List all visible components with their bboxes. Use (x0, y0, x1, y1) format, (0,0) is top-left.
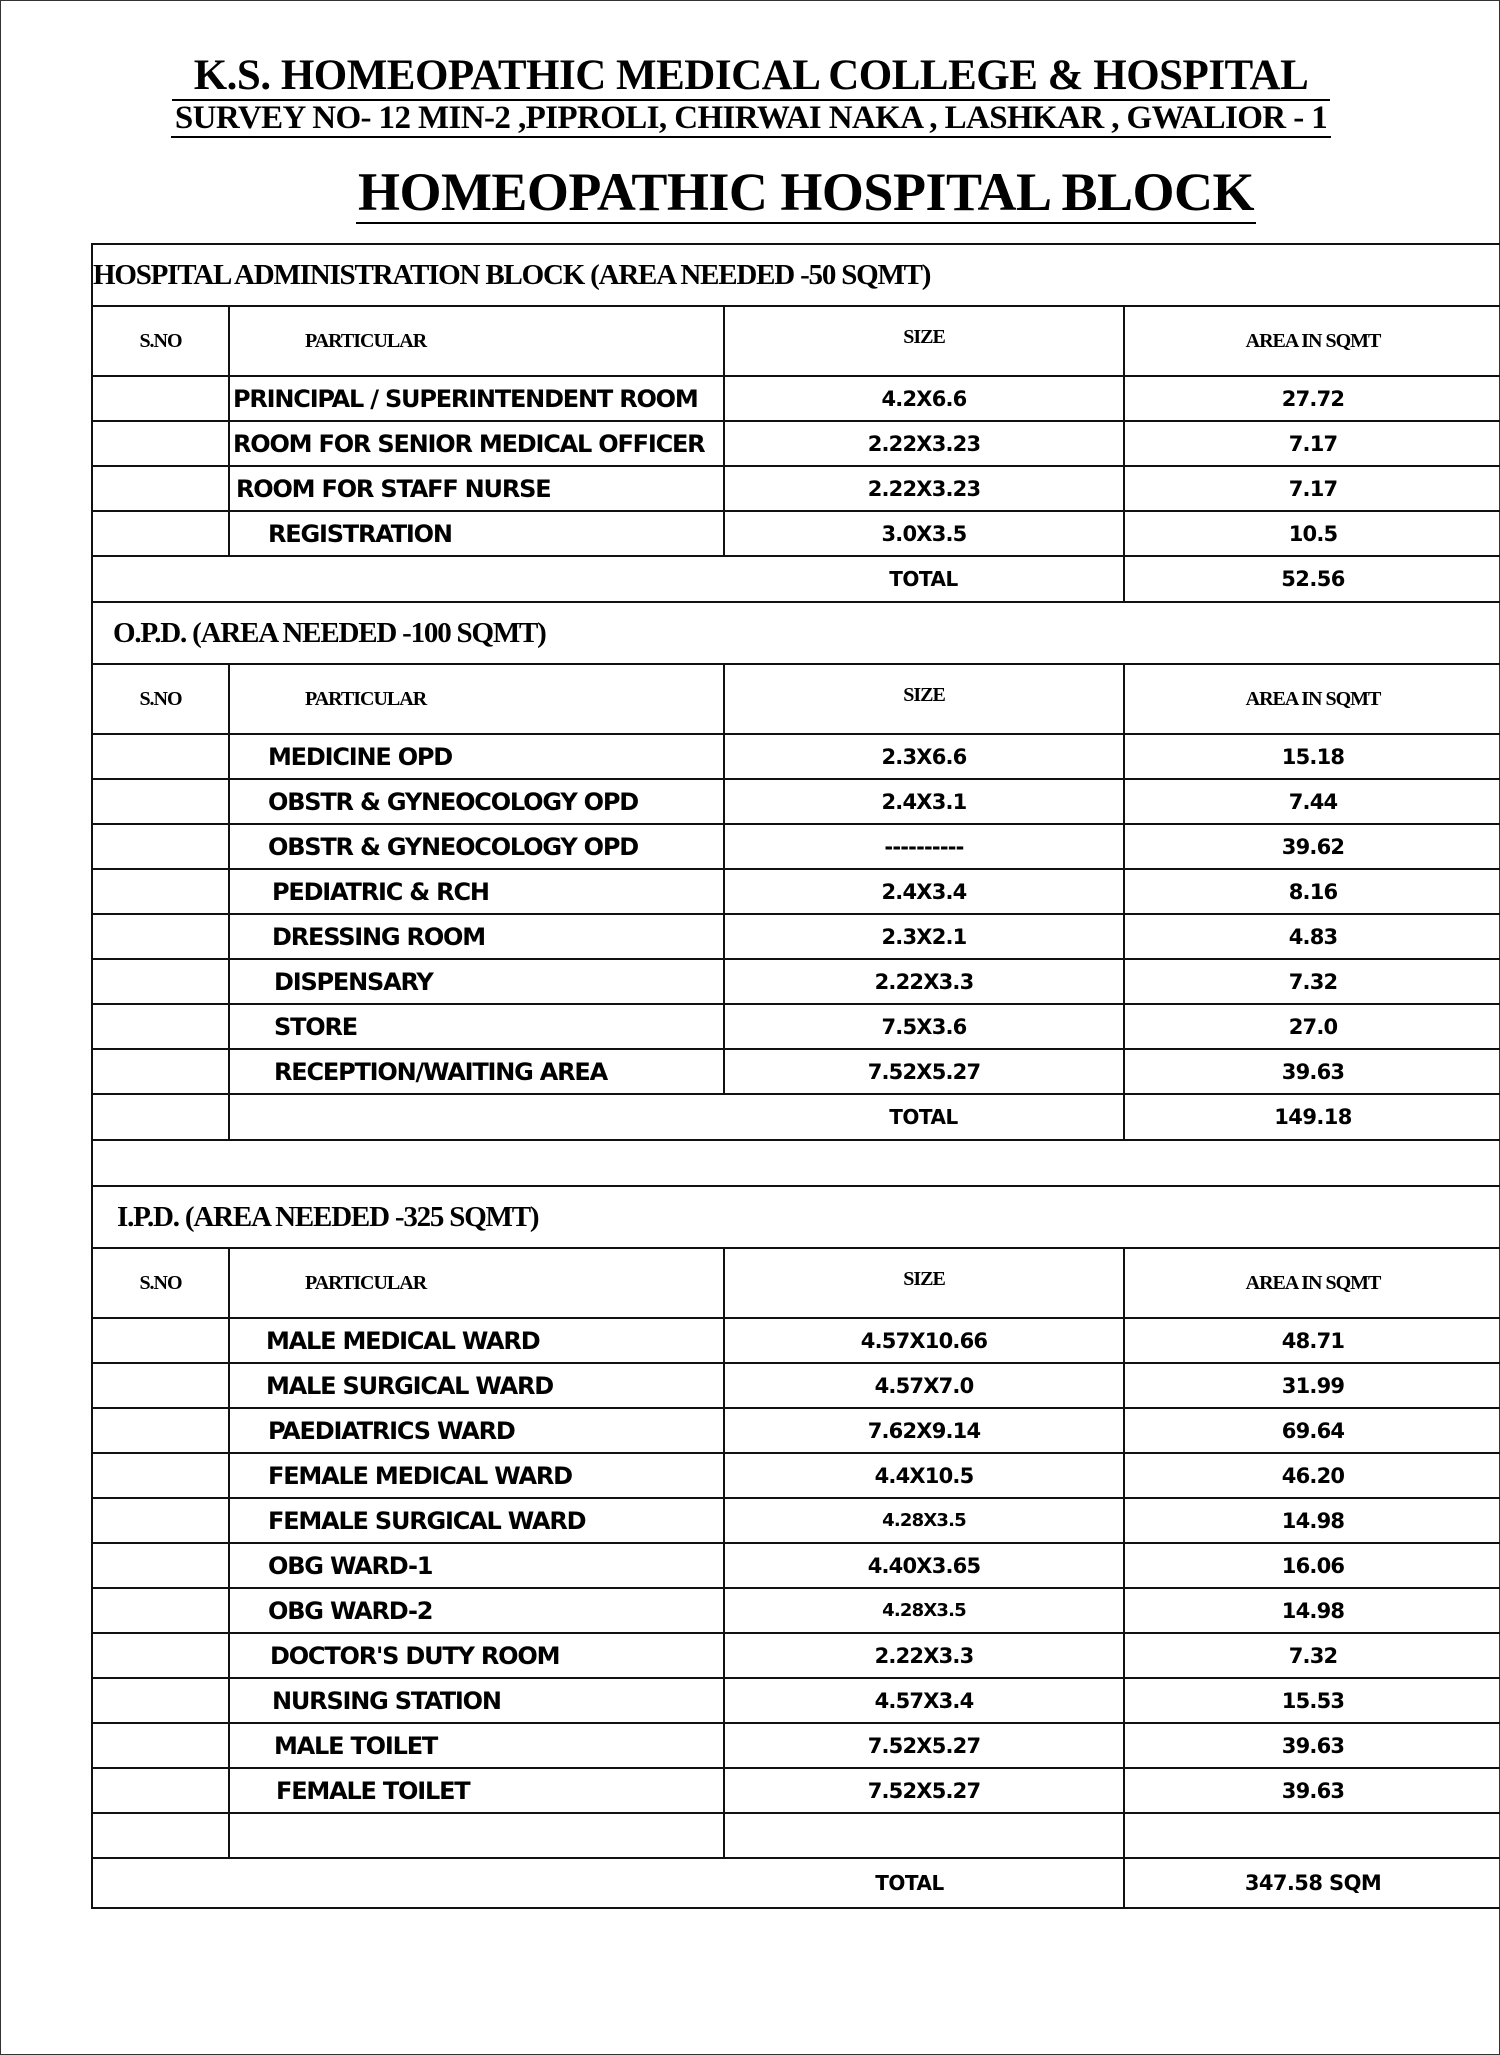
column-header-particular: PARTICULAR (229, 1248, 724, 1318)
cell-sno (92, 734, 229, 779)
section-title-row (92, 244, 1500, 306)
cell-area: 7.17 (1124, 466, 1500, 511)
cell-sno (92, 959, 229, 1004)
section-title-opd: O.P.D. (AREA NEEDED -100 SQMT) (92, 602, 1500, 664)
cell-size: 4.40X3.65 (724, 1543, 1124, 1588)
cell-size: 4.57X7.0 (724, 1363, 1124, 1408)
cell-particular: MALE MEDICAL WARD (229, 1318, 724, 1363)
cell-area: 48.71 (1124, 1318, 1500, 1363)
cell-area: 39.62 (1124, 824, 1500, 869)
column-header-particular: PARTICULAR (229, 664, 724, 734)
cell-particular: PRINCIPAL / SUPERINTENDENT ROOM (229, 376, 724, 421)
cell-area: 15.18 (1124, 734, 1500, 779)
cell-area: 15.53 (1124, 1678, 1500, 1723)
cell-particular: MALE SURGICAL WARD (229, 1363, 724, 1408)
total-value: 347.58 SQM (1124, 1858, 1500, 1908)
cell-sno (92, 1768, 229, 1813)
cell-size: 2.22X3.23 (724, 466, 1124, 511)
cell-area: 46.20 (1124, 1453, 1500, 1498)
table-row (92, 1363, 1500, 1408)
column-header-size: SIZE (724, 664, 1124, 734)
cell-size: 2.22X3.3 (724, 959, 1124, 1004)
cell-area: 7.32 (1124, 1633, 1500, 1678)
column-header-area: AREA IN SQMT (1124, 1248, 1500, 1318)
table-row (92, 1588, 1500, 1633)
total-label: TOTAL (724, 556, 1124, 602)
cell-particular: PEDIATRIC & RCH (229, 869, 724, 914)
cell-particular: OBSTR & GYNEOCOLOGY OPD (229, 779, 724, 824)
table-row (92, 734, 1500, 779)
cell-area: 10.5 (1124, 511, 1500, 556)
table-row (92, 1543, 1500, 1588)
table-row (92, 779, 1500, 824)
cell-particular: FEMALE SURGICAL WARD (229, 1498, 724, 1543)
cell-size: 4.57X3.4 (724, 1678, 1124, 1723)
cell-sno (92, 1723, 229, 1768)
cell-sno (92, 779, 229, 824)
cell-area: 27.0 (1124, 1004, 1500, 1049)
total-row (92, 1094, 1500, 1140)
empty-row (92, 1813, 1500, 1858)
total-spacer (229, 1094, 724, 1140)
cell-area: 14.98 (1124, 1588, 1500, 1633)
column-header-sno: S.NO (92, 1248, 229, 1318)
column-header-row (92, 664, 1500, 734)
cell-area: 8.16 (1124, 869, 1500, 914)
cell-area: 27.72 (1124, 376, 1500, 421)
cell-area: 39.63 (1124, 1723, 1500, 1768)
total-sno-spacer (92, 1094, 229, 1140)
institution-name: K.S. HOMEOPATHIC MEDICAL COLLEGE & HOSPITAL (1, 51, 1500, 100)
cell-size: 2.4X3.4 (724, 869, 1124, 914)
cell-sno (92, 1049, 229, 1094)
table-row (92, 1723, 1500, 1768)
cell-particular (229, 1813, 724, 1858)
cell-size: 2.22X3.23 (724, 421, 1124, 466)
cell-area: 7.17 (1124, 421, 1500, 466)
column-header-row (92, 306, 1500, 376)
section-title-row (92, 1186, 1500, 1248)
cell-particular: ROOM FOR SENIOR MEDICAL OFFICER (229, 421, 724, 466)
table-row (92, 869, 1500, 914)
cell-sno (92, 1588, 229, 1633)
cell-size: 4.57X10.66 (724, 1318, 1124, 1363)
total-row (92, 556, 1500, 602)
cell-sno (92, 824, 229, 869)
cell-sno (92, 421, 229, 466)
cell-area (1124, 1813, 1500, 1858)
cell-sno (92, 1004, 229, 1049)
cell-area: 39.63 (1124, 1049, 1500, 1094)
blank-separator-row (92, 1140, 1500, 1186)
cell-size: 4.28X3.5 (724, 1588, 1124, 1633)
blank-separator (92, 1140, 1500, 1186)
cell-particular: FEMALE MEDICAL WARD (229, 1453, 724, 1498)
column-header-row (92, 1248, 1500, 1318)
cell-particular: DRESSING ROOM (229, 914, 724, 959)
table-row (92, 959, 1500, 1004)
table-row (92, 1318, 1500, 1363)
table-row (92, 376, 1500, 421)
cell-sno (92, 914, 229, 959)
table-row (92, 1498, 1500, 1543)
total-label: TOTAL (724, 1094, 1124, 1140)
table-row (92, 1453, 1500, 1498)
column-header-particular: PARTICULAR (229, 306, 724, 376)
table-row (92, 1004, 1500, 1049)
cell-particular: OBG WARD-1 (229, 1543, 724, 1588)
cell-particular: PAEDIATRICS WARD (229, 1408, 724, 1453)
table-row (92, 511, 1500, 556)
table-row (92, 1408, 1500, 1453)
cell-sno (92, 376, 229, 421)
cell-particular: RECEPTION/WAITING AREA (229, 1049, 724, 1094)
document-title: HOMEOPATHIC HOSPITAL BLOCK (357, 162, 1255, 222)
cell-area: 16.06 (1124, 1543, 1500, 1588)
cell-sno (92, 1498, 229, 1543)
column-header-size: SIZE (724, 306, 1124, 376)
cell-size: 2.3X2.1 (724, 914, 1124, 959)
section-title-administration: HOSPITAL ADMINISTRATION BLOCK (AREA NEEDED -50 SQMT) (92, 244, 1500, 306)
cell-size: 4.28X3.5 (724, 1498, 1124, 1543)
cell-sno (92, 1543, 229, 1588)
cell-size: ---------- (724, 824, 1124, 869)
cell-particular: FEMALE TOILET (229, 1768, 724, 1813)
cell-particular: OBG WARD-2 (229, 1588, 724, 1633)
cell-size: 4.2X6.6 (724, 376, 1124, 421)
cell-area: 31.99 (1124, 1363, 1500, 1408)
cell-sno (92, 1633, 229, 1678)
total-spacer (92, 556, 724, 602)
cell-size: 7.52X5.27 (724, 1723, 1124, 1768)
cell-area: 39.63 (1124, 1768, 1500, 1813)
section-title-row (92, 602, 1500, 664)
column-header-area: AREA IN SQMT (1124, 664, 1500, 734)
column-header-sno: S.NO (92, 664, 229, 734)
cell-area: 7.44 (1124, 779, 1500, 824)
cell-sno (92, 1318, 229, 1363)
table-row (92, 1633, 1500, 1678)
total-label: TOTAL (724, 1858, 1124, 1908)
cell-particular: DISPENSARY (229, 959, 724, 1004)
cell-size (724, 1813, 1124, 1858)
area-schedule-table (91, 243, 1500, 1909)
total-value: 52.56 (1124, 556, 1500, 602)
section-title-ipd: I.P.D. (AREA NEEDED -325 SQMT) (92, 1186, 1500, 1248)
cell-size: 4.4X10.5 (724, 1453, 1124, 1498)
cell-size: 2.3X6.6 (724, 734, 1124, 779)
table-row (92, 914, 1500, 959)
total-row (92, 1858, 1500, 1908)
table-row (92, 824, 1500, 869)
cell-area: 14.98 (1124, 1498, 1500, 1543)
cell-area: 7.32 (1124, 959, 1500, 1004)
cell-sno (92, 1678, 229, 1723)
table-row (92, 1768, 1500, 1813)
table-row (92, 1049, 1500, 1094)
table-row (92, 1678, 1500, 1723)
cell-particular: MEDICINE OPD (229, 734, 724, 779)
cell-particular: DOCTOR'S DUTY ROOM (229, 1633, 724, 1678)
institution-address: SURVEY NO- 12 MIN-2 ,PIPROLI, CHIRWAI NAKA , LASHKAR , GWALIOR - 1 (1, 100, 1500, 137)
cell-sno (92, 1813, 229, 1858)
cell-size: 7.52X5.27 (724, 1768, 1124, 1813)
cell-particular: REGISTRATION (229, 511, 724, 556)
total-value: 149.18 (1124, 1094, 1500, 1140)
cell-sno (92, 1408, 229, 1453)
cell-size: 7.62X9.14 (724, 1408, 1124, 1453)
cell-particular: MALE TOILET (229, 1723, 724, 1768)
column-header-area: AREA IN SQMT (1124, 306, 1500, 376)
table-row (92, 421, 1500, 466)
column-header-size: SIZE (724, 1248, 1124, 1318)
cell-sno (92, 511, 229, 556)
column-header-sno: S.NO (92, 306, 229, 376)
cell-sno (92, 1363, 229, 1408)
cell-sno (92, 1453, 229, 1498)
total-spacer (92, 1858, 724, 1908)
cell-size: 3.0X3.5 (724, 511, 1124, 556)
cell-size: 2.4X3.1 (724, 779, 1124, 824)
cell-particular: OBSTR & GYNEOCOLOGY OPD (229, 824, 724, 869)
cell-sno (92, 466, 229, 511)
cell-area: 69.64 (1124, 1408, 1500, 1453)
table-row (92, 466, 1500, 511)
cell-particular: ROOM FOR STAFF NURSE (229, 466, 724, 511)
cell-size: 2.22X3.3 (724, 1633, 1124, 1678)
cell-particular: STORE (229, 1004, 724, 1049)
cell-particular: NURSING STATION (229, 1678, 724, 1723)
cell-area: 4.83 (1124, 914, 1500, 959)
cell-sno (92, 869, 229, 914)
cell-size: 7.5X3.6 (724, 1004, 1124, 1049)
cell-size: 7.52X5.27 (724, 1049, 1124, 1094)
